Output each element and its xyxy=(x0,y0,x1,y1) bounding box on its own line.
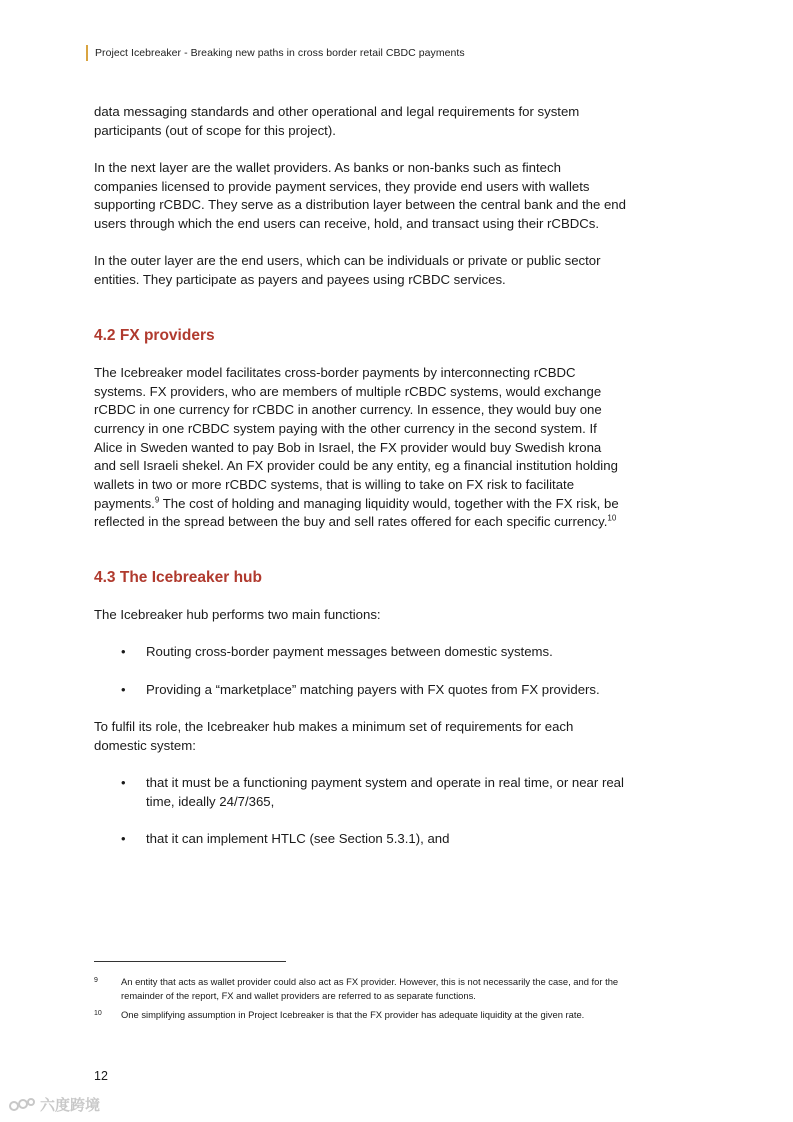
header-accent-bar xyxy=(86,45,88,61)
footnote-9 xyxy=(94,975,626,1002)
list-item: • Providing a “marketplace” matching payers with FX quotes from FX providers. xyxy=(94,681,626,700)
footnotes xyxy=(94,975,626,1028)
watermark-text: 六度跨境 xyxy=(40,1097,101,1114)
running-title: Project Icebreaker - Breaking new paths in cross border retail CBDC payments xyxy=(95,47,465,59)
main-content xyxy=(94,103,626,849)
list-item: • that it can implement HTLC (see Section 5.3.1), and xyxy=(94,830,626,849)
footnote-text: An entity that acts as wallet provider could also act as FX provider. However, this is not necessarily the case, and for the remainder of the report, FX and wallet providers are referred to as separate functions. xyxy=(121,976,619,1001)
hub-functions-list xyxy=(94,643,626,699)
requirements-list xyxy=(94,774,626,849)
footnote-separator xyxy=(94,961,286,962)
paragraph-requirements-intro: To fulfil its role, the Icebreaker hub makes a minimum set of requirements for each domestic system: xyxy=(94,719,574,753)
watermark-logo-icon xyxy=(8,1096,36,1114)
list-item: • Routing cross-border payment messages between domestic systems. xyxy=(94,643,626,662)
fx-text-part1: The Icebreaker model facilitates cross-border payments by interconnecting rCBDC systems. FX providers, who are members of multiple rCBDC systems, would exchange rCBDC in one currency for rCBDC in another currency. In essence, they would buy one currency in one rCBDC system paying with the other currency in the second system. If Alice in Sweden wanted to pay Bob in Israel, the FX provider would buy Swedish krona and sell Israeli shekel. An FX provider could be any entity, eg a financial institution holding wallets in two or more rCBDC systems, that is willing to take on FX risk to facilitate payments. xyxy=(94,364,618,511)
footnote-number: 9 xyxy=(94,977,98,984)
list-item: • that it must be a functioning payment system and operate in real time, or near real time, ideally 24/7/365, xyxy=(94,774,626,811)
paragraph-fx-providers xyxy=(94,364,626,532)
paragraph-hub-intro: The Icebreaker hub performs two main functions: xyxy=(94,607,381,623)
heading-fx-providers: 4.2 FX providers xyxy=(94,326,215,344)
running-header xyxy=(86,44,465,62)
footnote-text: One simplifying assumption in Project Icebreaker is that the FX provider has adequate liquidity at the given rate. xyxy=(121,1009,585,1020)
paragraph-continued: data messaging standards and other operational and legal requirements for system participants (out of scope for this project). xyxy=(94,104,580,138)
footnote-ref-10[interactable]: 10 xyxy=(607,514,617,524)
heading-icebreaker-hub: 4.3 The Icebreaker hub xyxy=(94,569,262,587)
page-number: 12 xyxy=(94,1069,108,1083)
paragraph-wallet-providers: In the next layer are the wallet providers. As banks or non-banks such as fintech companies licensed to provide payment services, they provide end users with wallets supporting rCBDC. They serve as a distribution layer between the central bank and the end users through which the end users can receive, hold, and transact using their rCBDCs. xyxy=(94,160,626,232)
footnote-ref-9[interactable]: 9 xyxy=(154,495,160,505)
footnote-number: 10 xyxy=(94,1010,102,1017)
paragraph-end-users: In the outer layer are the end users, which can be individuals or private or public sector entities. They participate as payers and payees using rCBDC services. xyxy=(94,253,601,288)
footnote-10 xyxy=(94,1008,626,1022)
watermark xyxy=(8,1094,100,1115)
fx-text-part2: The cost of holding and managing liquidity would, together with the FX risk, be reflected in the spread between the buy and sell rates offered for each specific currency. xyxy=(94,495,619,530)
